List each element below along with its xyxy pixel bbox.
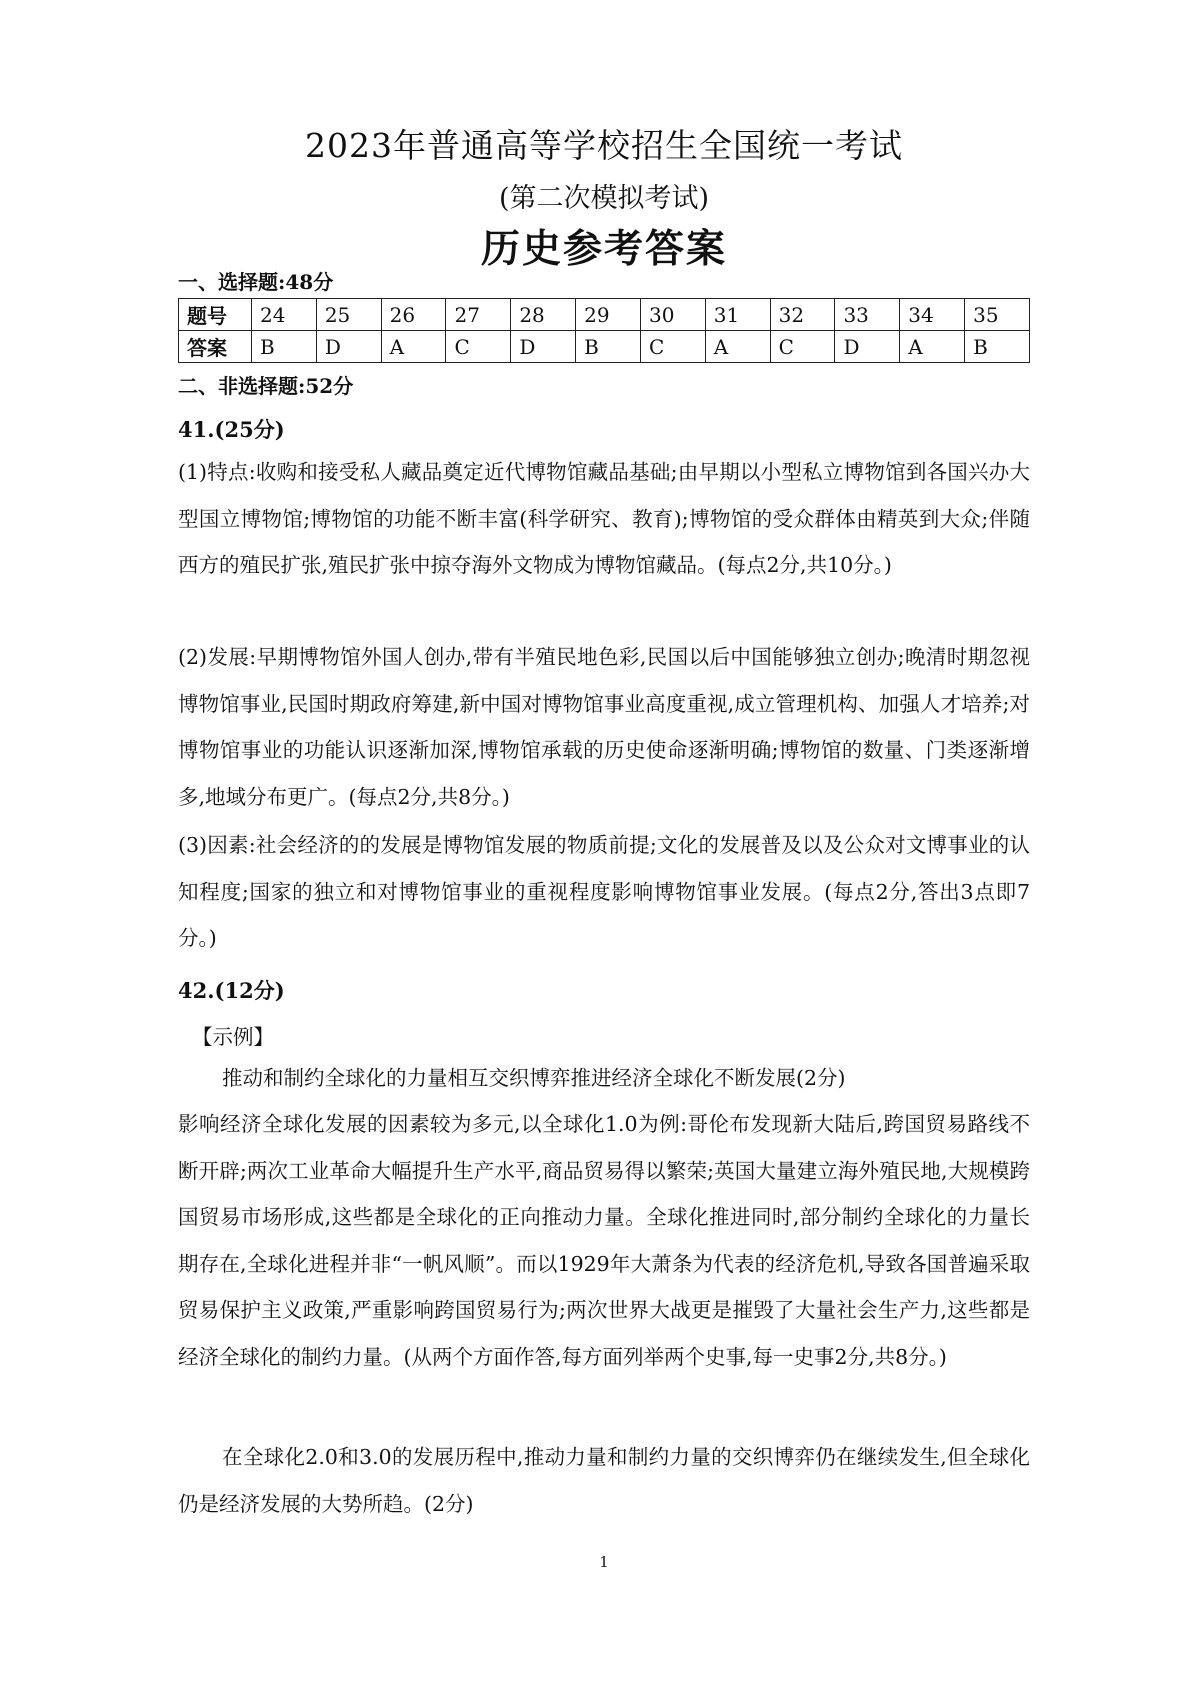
question-number: 29 <box>576 299 641 331</box>
q41-part1: (1)特点:收购和接受私人藏品奠定近代博物馆藏品基础;由早期以小型私立博物馆到各国兴办大型国立博物馆;博物馆的功能不断丰富(科学研究、教育);博物馆的受众群体由精英到大众;伴随西方的殖民扩张,殖民扩张中掠夺海外文物成为博物馆藏品。(每点2分,共10分。) <box>178 460 1030 577</box>
question-number: 30 <box>640 299 705 331</box>
page-number: 1 <box>599 1553 609 1571</box>
answer-cell: D <box>835 331 900 363</box>
question-number: 34 <box>900 299 965 331</box>
exam-subtitle: (第二次模拟考试) <box>498 183 710 214</box>
answer-table-answer-row <box>179 331 1030 363</box>
answer-cell: C <box>446 331 511 363</box>
answer-table <box>178 298 1030 363</box>
question-number: 25 <box>316 299 381 331</box>
question-number: 32 <box>770 299 835 331</box>
answer-cell: B <box>965 331 1030 363</box>
q41-heading: 41.(25分) <box>178 417 285 442</box>
question-number: 33 <box>835 299 900 331</box>
section1-title: 一、选择题:48分 <box>178 270 334 294</box>
q42-conclusion: 在全球化2.0和3.0的发展历程中,推动力量和制约力量的交织博弈仍在继续发生,但全球化仍是经济发展的大势所趋。(2分) <box>178 1445 1030 1516</box>
answer-cell: C <box>640 331 705 363</box>
question-number: 35 <box>965 299 1030 331</box>
answer-cell: A <box>900 331 965 363</box>
question-number: 27 <box>446 299 511 331</box>
q42-body: 影响经济全球化发展的因素较为多元,以全球化1.0为例:哥伦布发现新大陆后,跨国贸易路线不断开辟;两次工业革命大幅提升生产水平,商品贸易得以繁荣;英国大量建立海外殖民地,大规模跨国贸易市场形成,这些都是全球化的正向推动力量。全球化推进同时,部分制约全球化的力量长期存在,全球化进程并非“一帆风顺”。而以1929年大萧条为代表的经济危机,导致各国普遍采取贸易保护主义政策,严重影响跨国贸易行为;两次世界大战更是摧毁了大量社会生产力,这些都是经济全球化的制约力量。(从两个方面作答,每方面列举两个史事,每一史事2分,共8分。) <box>178 1112 1030 1369</box>
question-number: 28 <box>511 299 576 331</box>
exam-title: 2023年普通高等学校招生全国统一考试 <box>305 126 903 165</box>
q41-part3: (3)因素:社会经济的的发展是博物馆发展的物质前提;文化的发展普及以及公众对文博事业的认知程度;国家的独立和对博物馆事业的重视程度影响博物馆事业发展。(每点2分,答出3点即7分。) <box>178 833 1030 950</box>
answer-cell: C <box>770 331 835 363</box>
q42-example-label: 【示例】 <box>192 1025 274 1049</box>
answer-table-number-row <box>179 299 1030 331</box>
row-header-answer: 答案 <box>179 331 252 363</box>
section2-title: 二、非选择题:52分 <box>178 374 354 398</box>
question-number: 26 <box>381 299 446 331</box>
row-header-number: 题号 <box>179 299 252 331</box>
q42-heading: 42.(12分) <box>178 978 285 1003</box>
answer-cell: A <box>705 331 770 363</box>
q41-part2: (2)发展:早期博物馆外国人创办,带有半殖民地色彩,民国以后中国能够独立创办;晚清时期忽视博物馆事业,民国时期政府筹建,新中国对博物馆事业高度重视,成立管理机构、加强人才培养;对博物馆事业的功能认识逐渐加深,博物馆承载的历史使命逐渐明确;博物馆的数量、门类逐渐增多,地域分布更广。(每点2分,共8分。) <box>178 645 1030 809</box>
answer-cell: D <box>511 331 576 363</box>
answer-cell: A <box>381 331 446 363</box>
answer-cell: B <box>576 331 641 363</box>
document-title: 历史参考答案 <box>480 226 727 272</box>
question-number: 24 <box>252 299 317 331</box>
question-number: 31 <box>705 299 770 331</box>
q42-thesis: 推动和制约全球化的力量相互交织博弈推进经济全球化不断发展(2分) <box>222 1066 846 1090</box>
answer-cell: B <box>252 331 317 363</box>
answer-cell: D <box>316 331 381 363</box>
